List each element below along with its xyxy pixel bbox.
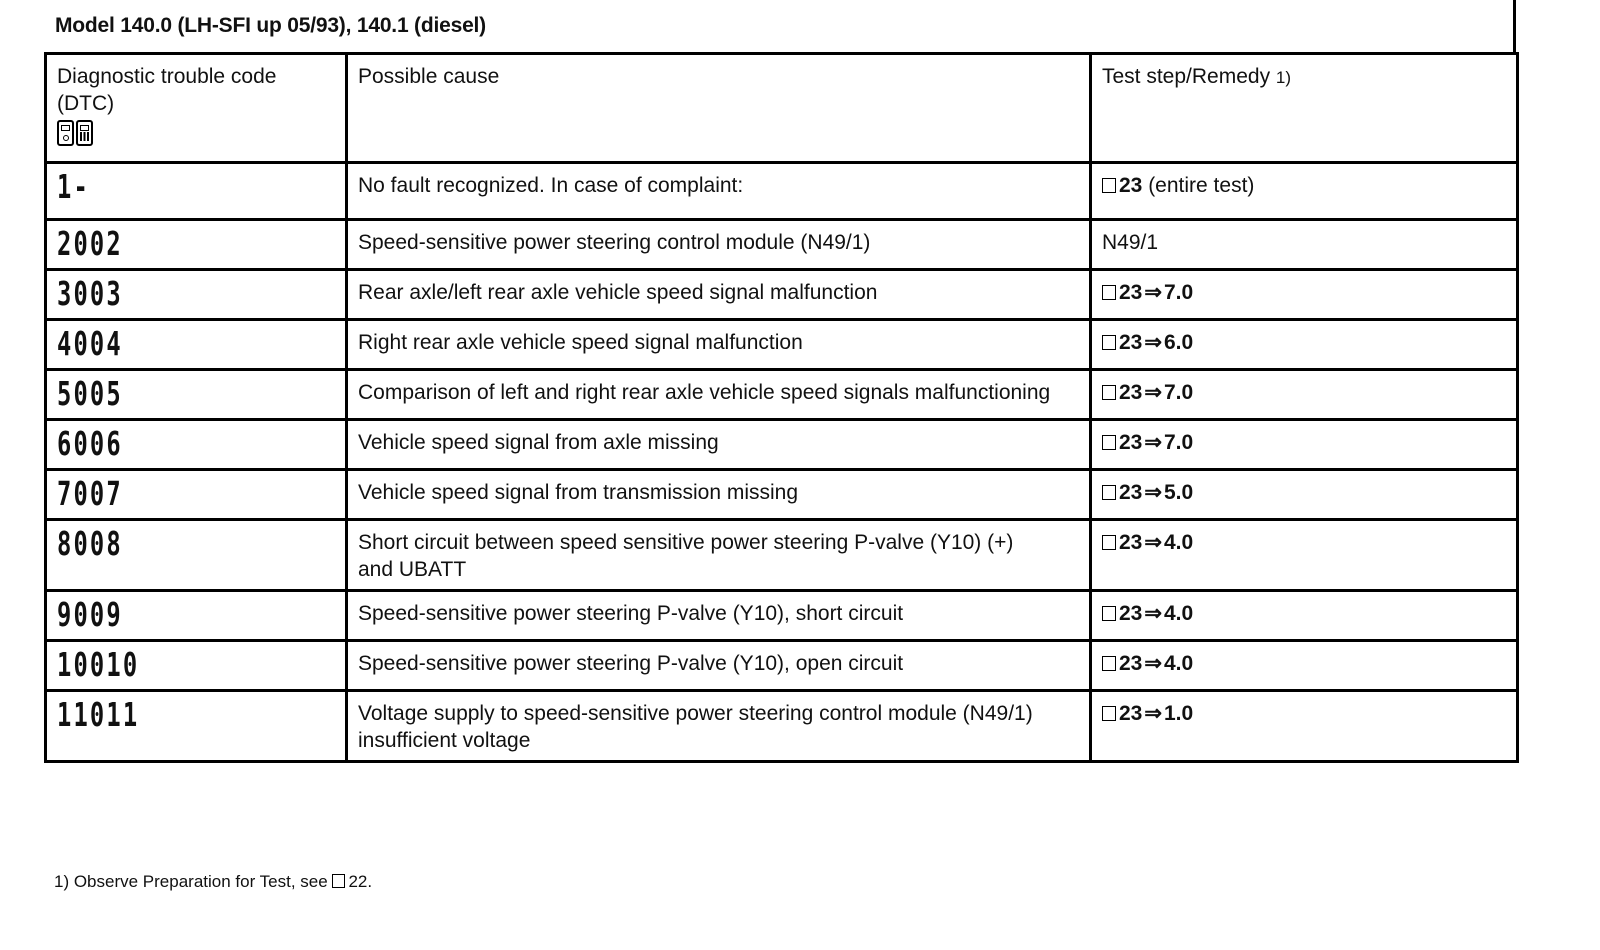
dtc-code: 8008 <box>57 524 123 563</box>
remedy-cell <box>1091 370 1518 420</box>
remedy-page: 23 <box>1119 531 1143 554</box>
dtc-cell <box>46 320 347 370</box>
book-page-icon <box>332 874 345 888</box>
table-row <box>46 641 1518 691</box>
remedy-cell <box>1091 270 1518 320</box>
impulse-counter-icon <box>57 120 74 146</box>
remedy-step: 4.0 <box>1163 531 1194 554</box>
book-page-icon <box>1102 435 1116 450</box>
arrow-right-icon: ⇒ <box>1144 602 1162 625</box>
book-page-icon <box>1102 385 1116 400</box>
table-row <box>46 591 1518 641</box>
title-bar <box>44 0 1516 52</box>
dtc-cell <box>46 591 347 641</box>
cause-cell: Speed-sensitive power steering P-valve (Y10), short circuit <box>347 591 1091 641</box>
dtc-cell <box>46 163 347 220</box>
remedy-text: N49/1 <box>1102 231 1159 254</box>
arrow-right-icon: ⇒ <box>1144 381 1162 404</box>
dtc-code: 7007 <box>57 474 123 513</box>
remedy-step: 4.0 <box>1163 602 1194 625</box>
arrow-right-icon: ⇒ <box>1144 702 1162 725</box>
header-remedy-label: Test step/Remedy <box>1102 65 1271 88</box>
remedy-page: 23 <box>1119 481 1143 504</box>
page-title: Model 140.0 (LH-SFI up 05/93), 140.1 (diesel) <box>55 14 486 37</box>
book-page-icon <box>1102 335 1116 350</box>
remedy-cell <box>1091 163 1518 220</box>
dtc-cell <box>46 420 347 470</box>
remedy-cell <box>1091 591 1518 641</box>
cause-cell: Vehicle speed signal from axle missing <box>347 420 1091 470</box>
book-page-icon <box>1102 285 1116 300</box>
arrow-right-icon: ⇒ <box>1144 431 1162 454</box>
remedy-cell <box>1091 520 1518 591</box>
remedy-step: 7.0 <box>1163 381 1194 404</box>
footnote <box>54 872 372 892</box>
remedy-page: 23 <box>1119 281 1143 304</box>
remedy-page: 23 <box>1119 702 1143 725</box>
dtc-code: 6006 <box>57 424 123 463</box>
hand-held-tester-icon <box>76 120 93 146</box>
book-page-icon <box>1102 606 1116 621</box>
table-row <box>46 520 1518 591</box>
table-row <box>46 270 1518 320</box>
tester-icons <box>57 120 335 146</box>
table-row <box>46 163 1518 220</box>
remedy-step: 1.0 <box>1163 702 1194 725</box>
header-cause: Possible cause <box>347 54 1091 163</box>
cause-cell: Speed-sensitive power steering P-valve (Y10), open circuit <box>347 641 1091 691</box>
remedy-page: 23 <box>1119 602 1143 625</box>
document-page <box>44 0 1516 891</box>
cause-cell: No fault recognized. In case of complaint: <box>347 163 1091 220</box>
remedy-page: 23 <box>1119 431 1143 454</box>
header-remedy <box>1091 54 1518 163</box>
dtc-cell <box>46 520 347 591</box>
dtc-cell <box>46 691 347 762</box>
dtc-code: 10010 <box>57 645 140 684</box>
footnote-text: 1) Observe Preparation for Test, see <box>54 872 333 891</box>
dtc-code: 4004 <box>57 324 123 363</box>
header-remedy-footnote-ref: 1) <box>1275 68 1292 87</box>
cause-cell: Speed-sensitive power steering control module (N49/1) <box>347 220 1091 270</box>
dtc-code: 5005 <box>57 374 123 413</box>
header-dtc <box>46 54 347 163</box>
remedy-cell <box>1091 470 1518 520</box>
dtc-cell <box>46 641 347 691</box>
table-row <box>46 470 1518 520</box>
table-row <box>46 320 1518 370</box>
remedy-cell <box>1091 641 1518 691</box>
table-row <box>46 370 1518 420</box>
book-page-icon <box>1102 706 1116 721</box>
remedy-step: 6.0 <box>1163 331 1194 354</box>
remedy-step: 5.0 <box>1163 481 1194 504</box>
dtc-cell <box>46 220 347 270</box>
remedy-page: 23 <box>1119 174 1143 197</box>
arrow-right-icon: ⇒ <box>1144 481 1162 504</box>
remedy-text: (entire test) <box>1142 174 1255 197</box>
arrow-right-icon: ⇒ <box>1144 652 1162 675</box>
arrow-right-icon: ⇒ <box>1144 531 1162 554</box>
dtc-table <box>44 52 1519 763</box>
dtc-cell <box>46 470 347 520</box>
arrow-right-icon: ⇒ <box>1144 281 1162 304</box>
table-row <box>46 420 1518 470</box>
remedy-cell <box>1091 420 1518 470</box>
footnote-page: 22 <box>348 872 368 891</box>
book-page-icon <box>1102 178 1116 193</box>
table-row <box>46 691 1518 762</box>
remedy-step: 7.0 <box>1163 431 1194 454</box>
cause-cell: Comparison of left and right rear axle vehicle speed signals malfunctioning <box>347 370 1091 420</box>
dtc-code: 1- <box>57 167 90 206</box>
remedy-page: 23 <box>1119 331 1143 354</box>
cause-cell: Vehicle speed signal from transmission missing <box>347 470 1091 520</box>
footnote-suffix: . <box>367 872 373 891</box>
dtc-cell <box>46 270 347 320</box>
dtc-code: 2002 <box>57 224 123 263</box>
remedy-cell <box>1091 220 1518 270</box>
remedy-cell <box>1091 320 1518 370</box>
dtc-code: 9009 <box>57 595 123 634</box>
dtc-code: 11011 <box>57 695 140 734</box>
remedy-step: 4.0 <box>1163 652 1194 675</box>
arrow-right-icon: ⇒ <box>1144 331 1162 354</box>
book-page-icon <box>1102 535 1116 550</box>
table-row <box>46 220 1518 270</box>
table-header-row <box>46 54 1518 163</box>
remedy-page: 23 <box>1119 381 1143 404</box>
cause-cell: Right rear axle vehicle speed signal malfunction <box>347 320 1091 370</box>
dtc-code: 3003 <box>57 274 123 313</box>
remedy-page: 23 <box>1119 652 1143 675</box>
dtc-cell <box>46 370 347 420</box>
header-dtc-label: Diagnostic trouble code (DTC) <box>57 65 277 115</box>
cause-cell: Rear axle/left rear axle vehicle speed signal malfunction <box>347 270 1091 320</box>
remedy-cell <box>1091 691 1518 762</box>
book-page-icon <box>1102 485 1116 500</box>
cause-cell: Short circuit between speed sensitive power steering P-valve (Y10) (+) and UBATT <box>347 520 1091 591</box>
remedy-step: 7.0 <box>1163 281 1194 304</box>
cause-cell: Voltage supply to speed-sensitive power steering control module (N49/1) insufficient voltage <box>347 691 1091 762</box>
book-page-icon <box>1102 656 1116 671</box>
